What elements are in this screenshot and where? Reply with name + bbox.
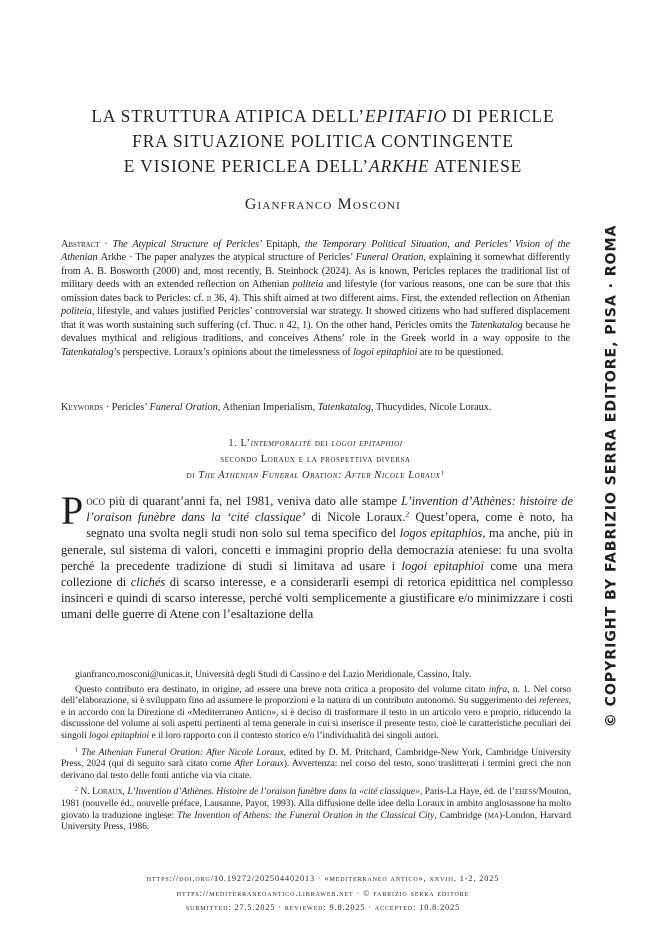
footnote-2: $^2$ N. Loraux, L’Invention d’Athènes. Histoire de l’oraison funèbre dans la «cité classique», Paris-La Haye, éd. de l’ehess/Mouton, 1981 (nouvelle éd., nouvelle préface, Lausanne, Payot, 1993). Alla diffusione delle idee della Loraux in ambito anglosassone ha molto giovato la traduzione inglese: The Invention of Athens: the Funeral Oration in the Classical City, Cambridge (ma)-London, Harvard University Press, 1986. <box>61 786 571 833</box>
title-line-1: LA STRUTTURA ATIPICA DELL’EPITAFIO DI PERICLE <box>91 106 555 126</box>
title-line-2: FRA SITUAZIONE POLITICA CONTINGENTE <box>132 131 514 151</box>
title-line-3: E VISIONE PERICLEA DELL’ARKHE ATENIESE <box>123 156 523 176</box>
drop-cap: P <box>61 488 84 533</box>
page-footer <box>40 872 606 916</box>
abstract: Abstract · The Atypical Structure of Pericles’ Epitaph, the Temporary Political Situation, and Pericles’ Vision of the Athenian Arkhe · The paper analyzes the atypical structure of Pericles’ Funeral Oration, explaining it somewhat differently from A. B. Bosworth (2000) and, most recently, B. Steinbock (2024). As is known, Pericles replaces the traditional list of military deeds with an extended reflection on Athenian politeia and lifestyle (for various reasons, one can be sure that this omission dates back to Pericles: cf. ii 36, 4). This shift aimed at two different aims. First, the extended reflection on Athenian politeia, lifestyle, and values justified Pericles’ controversial war strategy. It showed citizens who had suffered displacement that it was worth sustaining such suffering (cf. Thuc. ii 42, 1). On the other hand, Pericles omits the Tatenkatalog because he devalues mythical and religious traditions, and conceives Athens’ role in the Greek world in a way opposite to the Tatenkatalog’s perspective. Loraux’s opinions about the timelessness of logoi epitaphioi are to be questioned. <box>61 239 571 358</box>
copyright-sidebar <box>594 224 628 728</box>
section-heading <box>61 436 570 485</box>
copyright-notice: © COPYRIGHT BY FABRIZIO SERRA EDITORE, PISA · ROMA <box>603 224 620 728</box>
section-heading-line-3: di The Athenian Funeral Oration: After Nicole Loraux$^1$ <box>186 469 445 482</box>
website-line[interactable]: https://mediterraneoantico.libraweb.net · © fabrizio serra editore <box>176 888 470 898</box>
doi-line[interactable]: https://doi.org/10.19272/202504402013 · «mediterraneo antico», xxviii, 1-2, 2025 <box>146 874 500 883</box>
article-title <box>40 104 606 179</box>
body-paragraph: Poco più di quarant’anni fa, nel 1981, veniva dato alle stampe L’invention d’Athènes: histoire de l’oraison funèbre dans la ‘cité classique’ di Nicole Loraux.$^2$ Quest’opera, come è noto, ha segnato una svolta negli studi non solo sul tema specifico del logos epitaphios, ma anche, più in generale, sul sistema di valori, concetti e immagini proprio della democrazia ateniese: fu una svolta perché la precedente tradizione di studi si limitava ad usare i logoi epitaphioi come una mera collezione di clichés di scarso interesse, e a considerarli esempi di retorica epidittica nel complesso insinceri e quindi di scarso interesse, perché volti semplicemente a giustificare e/o minimizzare i costi umani delle guerre di Atene con l’esaltazione della <box>61 488 574 622</box>
section-heading-line-2: secondo Loraux e la prospettiva diversa <box>220 454 411 466</box>
footnotes <box>61 669 571 833</box>
abstract-english-title: The Atypical Structure of Pericles’ Epitaph, the Temporary Political Situation, and Pericles’ Vision of the Athenian <box>61 239 570 264</box>
author-name: Gianfranco Mosconi <box>244 196 402 213</box>
footnote-1: $^1$ The Athenian Funeral Oration: After Nicole Loraux, edited by D. M. Pritchard, Cambridge-New York, Cambridge University Press, 2024 (qui di seguito sarà citato come After Loraux). Avvertenza: nel corso del testo, sono traslitterati i termini greci che non derivano dal testo delle fonti antiche via via citate. <box>61 746 572 781</box>
abstract-label: Abstract <box>61 239 100 250</box>
author-affiliation: gianfranco.mosconi@unicas.it, Università degli Studi di Cassino e del Lazio Meridionale, Cassino, Italy. <box>75 669 472 680</box>
keywords: Keywords · Pericles’ Funeral Oration, Athenian Imperialism, Tatenkatalog, Thucydides, Nicole Loraux. <box>61 402 492 413</box>
footnote-ref-2[interactable]: 2 <box>405 509 410 519</box>
section-heading-line-1: 1. L’intemporalité dei logoi epitaphioi <box>228 438 403 449</box>
footnote-ref-1[interactable]: 1 <box>440 469 445 477</box>
unnumbered-note: Questo contributo era destinato, in origine, ad essere una breve nota critica a proposito del volume citato infra, n. 1. Nel corso dell’elaborazione, si è sviluppato fino ad assumere le proporzioni e la natura di un contributo autonomo. Su suggerimento dei referees, e in accordo con la Direzione di «Mediterraneo Antico», si è deciso di trasformare il testo in un articolo vero e proprio, riducendo la discussione del volume ai soli aspetti pertinenti al tema generale in cui si inserisce il presente testo, cioè le caratteristiche peculiari dei singoli logoi epitaphioi e il loro rapporto con il contesto storico e/o l’individualità dei singoli autori. <box>61 683 571 741</box>
keywords-label: Keywords <box>61 402 104 413</box>
dates-line: submitted: 27.5.2025 · reviewed: 9.8.2025 · accepted: 10.8.2025 <box>185 903 461 913</box>
